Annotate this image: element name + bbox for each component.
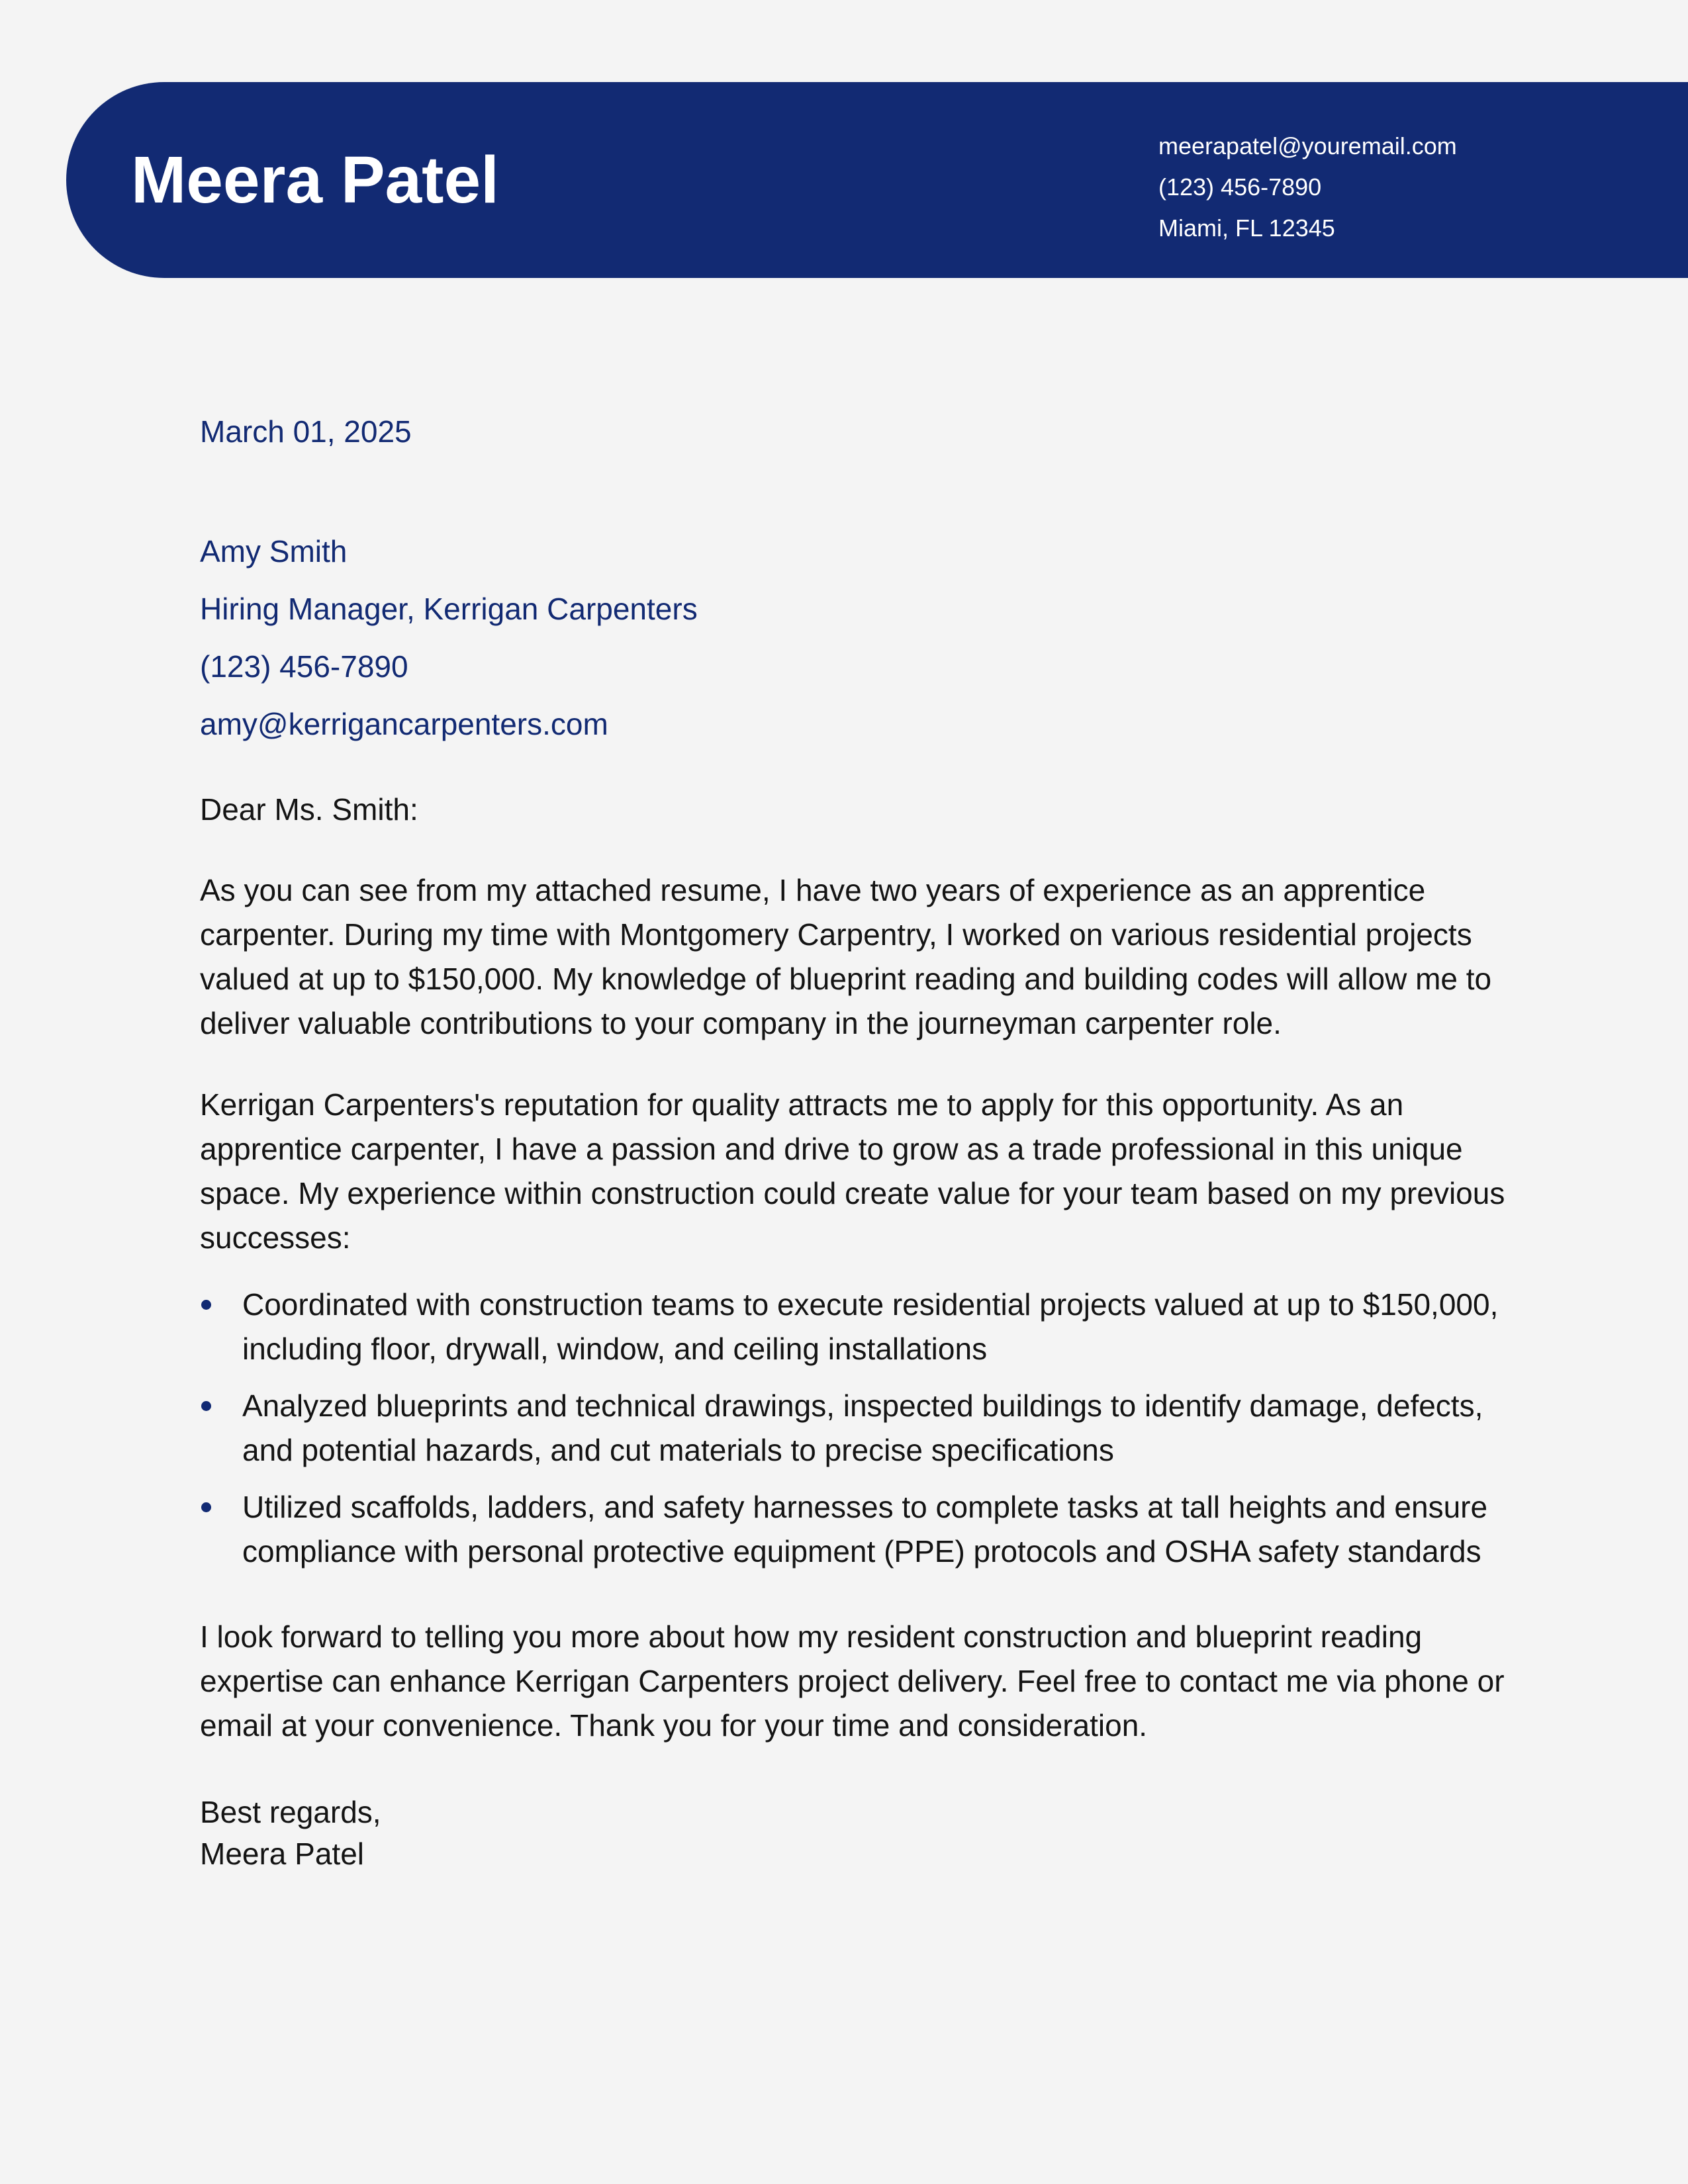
recipient-block <box>200 523 1511 753</box>
salutation: Dear Ms. Smith: <box>200 792 418 827</box>
letter-date: March 01, 2025 <box>200 414 412 449</box>
applicant-contact <box>1158 126 1457 249</box>
paragraph-closing: I look forward to telling you more about how my resident construction and blueprint reading expertise can enhance Kerrigan Carpenters project delivery. Feel free to contact me via phone or email at your convenience. Thank you for your time and consideration. <box>200 1619 1505 1743</box>
recipient-name: Amy Smith <box>200 534 348 569</box>
list-item-text: Analyzed blueprints and technical drawings, inspected buildings to identify damage, defects, and potential hazards, and cut materials to precise specifications <box>242 1388 1483 1467</box>
applicant-name: Meera Patel <box>131 143 499 217</box>
recipient-email: amy@kerrigancarpenters.com <box>200 707 608 741</box>
letter-body <box>200 412 1511 1875</box>
paragraph-motivation: Kerrigan Carpenters's reputation for quality attracts me to apply for this opportunity. As an apprentice carpenter, I have a passion and drive to grow as a trade professional in this unique space. My experience within construction could create value for your team based on my previous successes: <box>200 1087 1505 1255</box>
applicant-email: meerapatel@youremail.com <box>1158 132 1457 159</box>
list-item <box>200 1283 1511 1371</box>
list-item-text: Coordinated with construction teams to execute residential projects valued at up to $150,000, including floor, drywall, window, and ceiling installations <box>242 1287 1499 1366</box>
signoff <box>200 1792 1511 1875</box>
applicant-phone: (123) 456-7890 <box>1158 173 1322 201</box>
bullet-dot-icon <box>201 1401 211 1411</box>
closing-phrase: Best regards, <box>200 1795 381 1829</box>
bullet-dot-icon <box>201 1502 211 1512</box>
bullet-dot-icon <box>201 1300 211 1310</box>
paragraph-experience: As you can see from my attached resume, I have two years of experience as an apprentice carpenter. During my time with Montgomery Carpentry, I worked on various residential projects valued at up to $150,000. My knowledge of blueprint reading and building codes will allow me to deliver valuable contributions to your company in the journeyman carpenter role. <box>200 873 1492 1040</box>
signature-name: Meera Patel <box>200 1837 365 1871</box>
recipient-title: Hiring Manager, Kerrigan Carpenters <box>200 592 698 626</box>
achievements-list <box>200 1283 1511 1574</box>
list-item <box>200 1485 1511 1574</box>
applicant-location: Miami, FL 12345 <box>1158 214 1335 242</box>
list-item-text: Utilized scaffolds, ladders, and safety harnesses to complete tasks at tall heights and ensure compliance with personal protective equipment (PPE) protocols and OSHA safety standards <box>242 1490 1488 1569</box>
recipient-phone: (123) 456-7890 <box>200 649 408 684</box>
list-item <box>200 1384 1511 1473</box>
